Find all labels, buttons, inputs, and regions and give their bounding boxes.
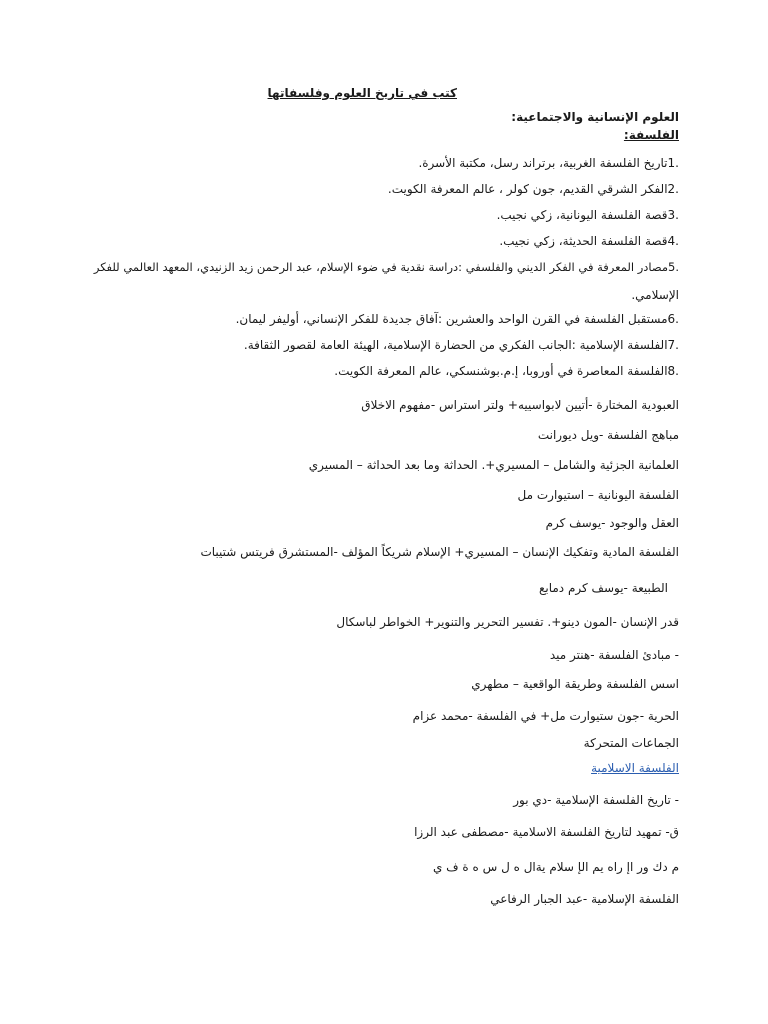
list-item: العبودية المختارة -أتيين لابواسييه+ ولتر استراس -مفهوم الاخلاق [361,398,679,412]
list-item: - تاريخ الفلسفة الإسلامية -دي بور [513,793,679,807]
list-item: الفلسفة الإسلامية -عبد الجبار الرفاعي [490,892,679,906]
list-item: .5مصادر المعرفة في الفكر الديني والفلسفي :دراسة نقدية في ضوء الإسلام، عبد الرحمن زيد الزنيدي، المعهد العالمي للفكر [93,260,679,274]
list-item: الجماعات المتحركة [583,736,679,750]
section-heading: العلوم الإنسانية والاجتماعية: [511,110,679,124]
list-item-continuation: الإسلامي. [631,288,679,302]
list-item: م دك ور اإ راه يم الإ سلام يةال ه ل س ه ة ف ي [432,860,679,874]
list-item: .4قصة الفلسفة الحديثة، زكي نجيب. [499,234,679,248]
list-item: .7الفلسفة الإسلامية :الجانب الفكري من الحضارة الإسلامية، الهيئة العامة لقصور الثقافة. [243,338,679,352]
list-item: .1تاريخ الفلسفة الغربية، برتراند رسل، مكتبة الأسرة. [418,156,679,170]
subsection-heading: الفلسفة: [623,128,679,142]
list-item: .2الفكر الشرقي القديم، جون كولر ، عالم المعرفة الكويت. [387,182,679,196]
list-item: العقل والوجود -يوسف كرم [545,516,679,530]
list-item: .3قصة الفلسفة اليونانية، زكي نجيب. [496,208,679,222]
list-item: اسس الفلسفة وطريقة الواقعية – مطهري [471,677,679,691]
list-item: - مبادئ الفلسفة -هنتر ميد [549,648,679,662]
list-item: .8الفلسفة المعاصرة في أوروبا، إ.م.بوشنسكي، عالم المعرفة الكويت. [334,364,679,378]
list-item: ق- تمهيد لتاريخ الفلسفة الاسلامية -مصطفى عبد الرزا [414,825,679,839]
list-item: الفلسفة اليونانية – استيوارت مل [517,488,679,502]
list-item: الطبيعة -يوسف كرم دمابع [538,581,668,595]
list-item: العلمانية الجزئية والشامل – المسيري+. الحداثة وما بعد الحداثة – المسيري [308,458,679,472]
list-item: مباهج الفلسفة -ويل ديورانت [537,428,679,442]
islamic-philosophy-heading[interactable]: الفلسفة الاسلامية [591,761,679,775]
list-item: الحرية -جون ستيوارت مل+ في الفلسفة -محمد عزام [412,709,679,723]
document-title: كتب في تاريخ العلوم وفلسفاتها [267,86,457,100]
list-item: الفلسفة المادية وتفكيك الإنسان – المسيري+ الإسلام شريكاً المؤلف -المستشرق فريتس شتيبات [200,545,679,559]
list-item: .6مستقبل الفلسفة في القرن الواحد والعشرين :آفاق جديدة للفكر الإنساني، أوليفر ليمان. [235,312,679,326]
list-item: قدر الإنسان -المون دينو+. تفسير التحرير والتنوير+ الخواطر لباسكال [336,615,679,629]
